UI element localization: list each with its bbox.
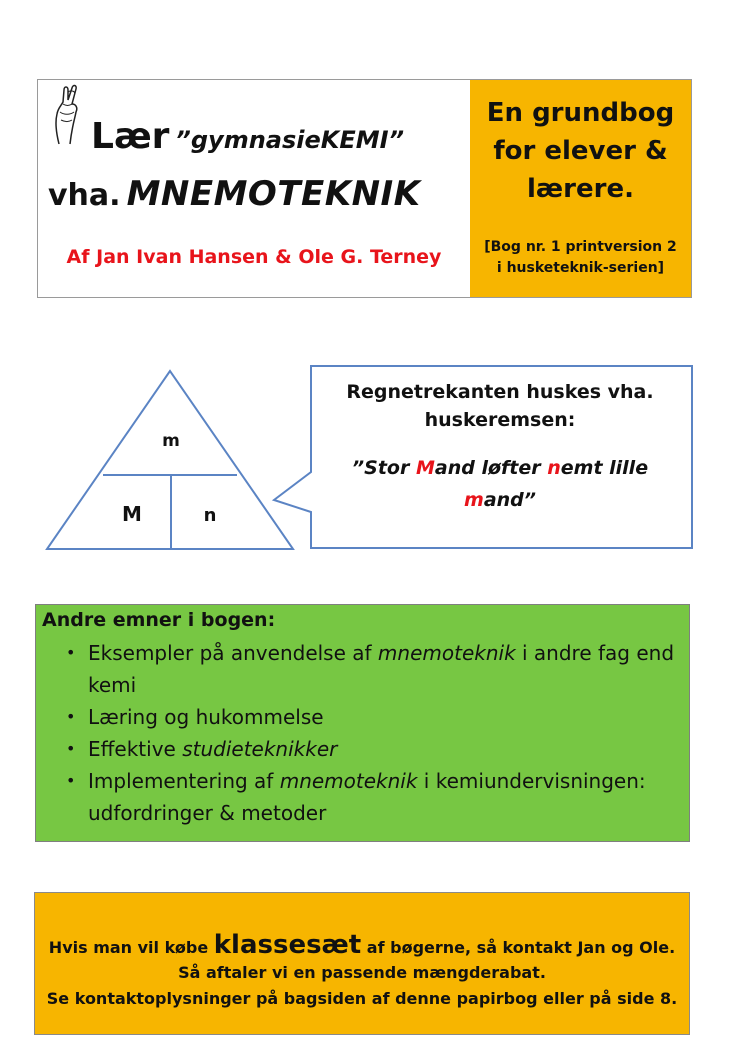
item-emphasis: studieteknikker [182,737,338,761]
contact-line-1 [35,930,689,960]
bubble-heading [318,378,682,434]
quote-text: ”Stor [351,457,416,479]
triangle-label-M: M [122,502,142,526]
item-text: Effektive [88,737,183,761]
authors-line: Af Jan Ivan Hansen & Ole G. Terney [66,246,442,268]
list-item [62,765,682,829]
list-item [62,733,682,765]
triangle-label-n: n [203,505,217,526]
quote-text: emt lille [560,457,649,479]
title-line-1 [91,116,404,157]
title-gymnasiekemi: ”gymnasieKEMI” [175,126,405,154]
item-text: Læring og hukommelse [88,705,324,729]
quote-line-1 [318,452,682,484]
quote-line-2 [318,484,682,516]
title-word-vha: vha. [48,178,121,213]
calculation-triangle [44,368,296,556]
title-mnemoteknik: MNEMOTEKNIK [126,174,421,214]
quote-text: and løfter [434,457,548,479]
contact-line-2: Så aftaler vi en passende mængderabat. [178,963,546,982]
title-panel [38,80,470,297]
quote-highlight: M [415,457,435,479]
tagline-line: lærere. [527,174,634,204]
bubble-heading-line: huskeremsen: [424,409,576,431]
contact-text: af bøgerne, så kontakt Jan og Ole. [361,938,676,957]
quote-highlight: m [464,489,484,511]
item-text: i kemiundervisningen: udfordringer & metoder [88,769,646,825]
item-emphasis: mnemoteknik [377,641,516,665]
list-item [62,637,682,701]
tagline [470,94,691,208]
bubble-heading-line: Regnetrekanten huskes vha. [346,381,654,403]
bubble-text [318,378,682,516]
contact-text: Hvis man vil købe [48,938,214,957]
tagline-panel [470,80,691,297]
item-emphasis: mnemoteknik [279,769,418,793]
contact-line-3: Se kontaktoplysninger på bagsiden af denne papirbog eller på side 8. [46,989,678,1008]
tagline-line: for elever & [493,136,668,166]
tagline-line: En grundbog [486,98,675,128]
topics-box [35,604,690,842]
topics-list [62,637,682,829]
contact-emphasis-klassesaet: klassesæt [213,930,362,960]
quote-text: and” [483,489,536,511]
list-item [62,701,682,733]
edition-line: [Bog nr. 1 printversion 2 [484,239,677,255]
item-text: Implementering af [88,769,280,793]
edition-note [470,237,691,279]
item-text: i andre fag end kemi [88,641,675,697]
quote-highlight: n [547,457,561,479]
triangle-label-m-small: m [162,431,180,451]
title-box [37,79,692,298]
topics-heading: Andre emner i bogen: [42,609,276,631]
edition-line: i husketeknik-serien] [496,260,665,276]
item-text: Eksempler på anvendelse af [88,641,378,665]
fingers-crossed-hand-icon [50,82,84,150]
mnemonic-quote [318,452,682,516]
title-line-2 [48,174,421,214]
contact-box [34,892,690,1035]
title-word-laer: Lær [91,116,170,157]
